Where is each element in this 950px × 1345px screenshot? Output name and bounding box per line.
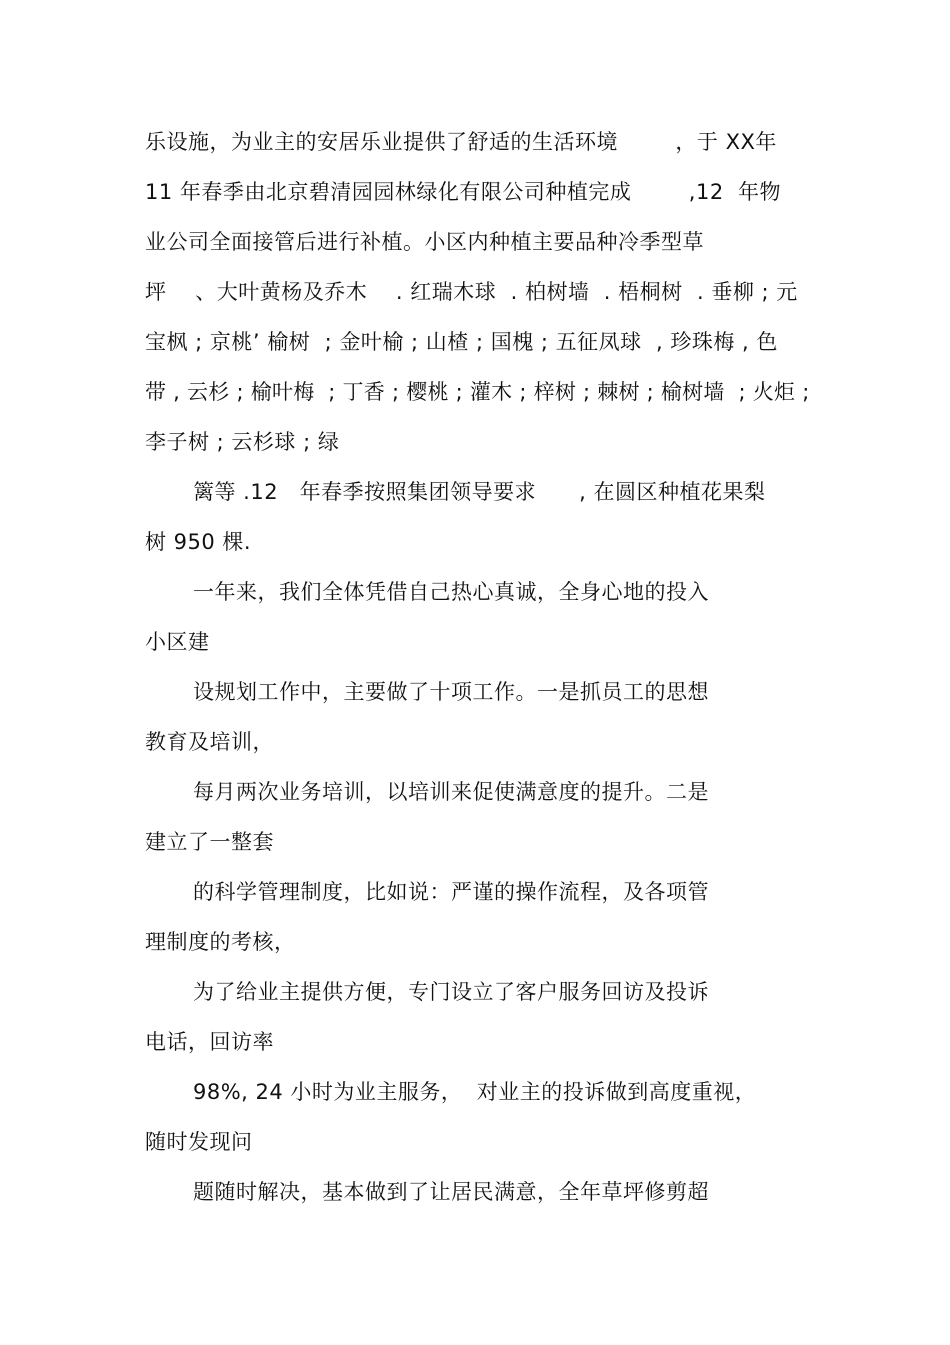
text-line-11: 小区建 (145, 630, 210, 654)
text-line-15: 建立了一整套 (145, 830, 274, 854)
text-line-20: 98%, 24 小时为业主服务， 对业主的投诉做到高度重视， (193, 1080, 757, 1104)
text-line-12: 设规划工作中，主要做了十项工作。一是抓员工的思想 (193, 680, 709, 704)
text-line-16: 的科学管理制度，比如说：严谨的操作流程，及各项管 (193, 880, 709, 904)
text-line-1: 乐设施，为业主的安居乐业提供了舒适的生活环境 ，于 XX年 (145, 130, 777, 154)
text-line-2: 11 年春季由北京碧清园园林绿化有限公司种植完成 ,12 年物 (145, 180, 782, 204)
text-line-19: 电话，回访率 (145, 1030, 274, 1054)
text-line-5: 宝枫 ; 京桃’ 榆树 ; 金叶榆 ; 山楂 ; 国槐 ; 五征凤球 , 珍珠梅 , 色 (145, 330, 778, 354)
text-line-21: 随时发现问 (145, 1130, 253, 1154)
text-line-22: 题随时解决，基本做到了让居民满意，全年草坪修剪超 (193, 1180, 709, 1204)
text-line-10: 一年来，我们全体凭借自己热心真诚，全身心地的投入 (193, 580, 709, 604)
text-line-9: 树 950 棵. (145, 530, 252, 554)
text-line-4: 坪 、大叶黄杨及乔木 . 红瑞木球 . 柏树墙 . 梧桐树 . 垂柳 ; 元 (145, 280, 798, 304)
text-line-7: 李子树 ; 云杉球 ; 绿 (145, 430, 340, 454)
text-line-13: 教育及培训， (145, 730, 274, 754)
text-line-6: 带 , 云杉 ; 榆叶梅 ; 丁香 ; 樱桃 ; 灌木 ; 梓树 ; 棘树 ; 榆树墙 ; 火炬 ; (145, 380, 810, 404)
text-line-17: 理制度的考核， (145, 930, 296, 954)
text-line-3: 业公司全面接管后进行补植。小区内种植主要品种冷季型草 (145, 230, 704, 254)
text-line-8: 篱等 .12 年春季按照集团领导要求 , 在圆区种植花果梨 (193, 480, 766, 504)
text-line-18: 为了给业主提供方便，专门设立了客户服务回访及投诉 (193, 980, 709, 1004)
text-line-14: 每月两次业务培训，以培训来促使满意度的提升。二是 (193, 780, 709, 804)
